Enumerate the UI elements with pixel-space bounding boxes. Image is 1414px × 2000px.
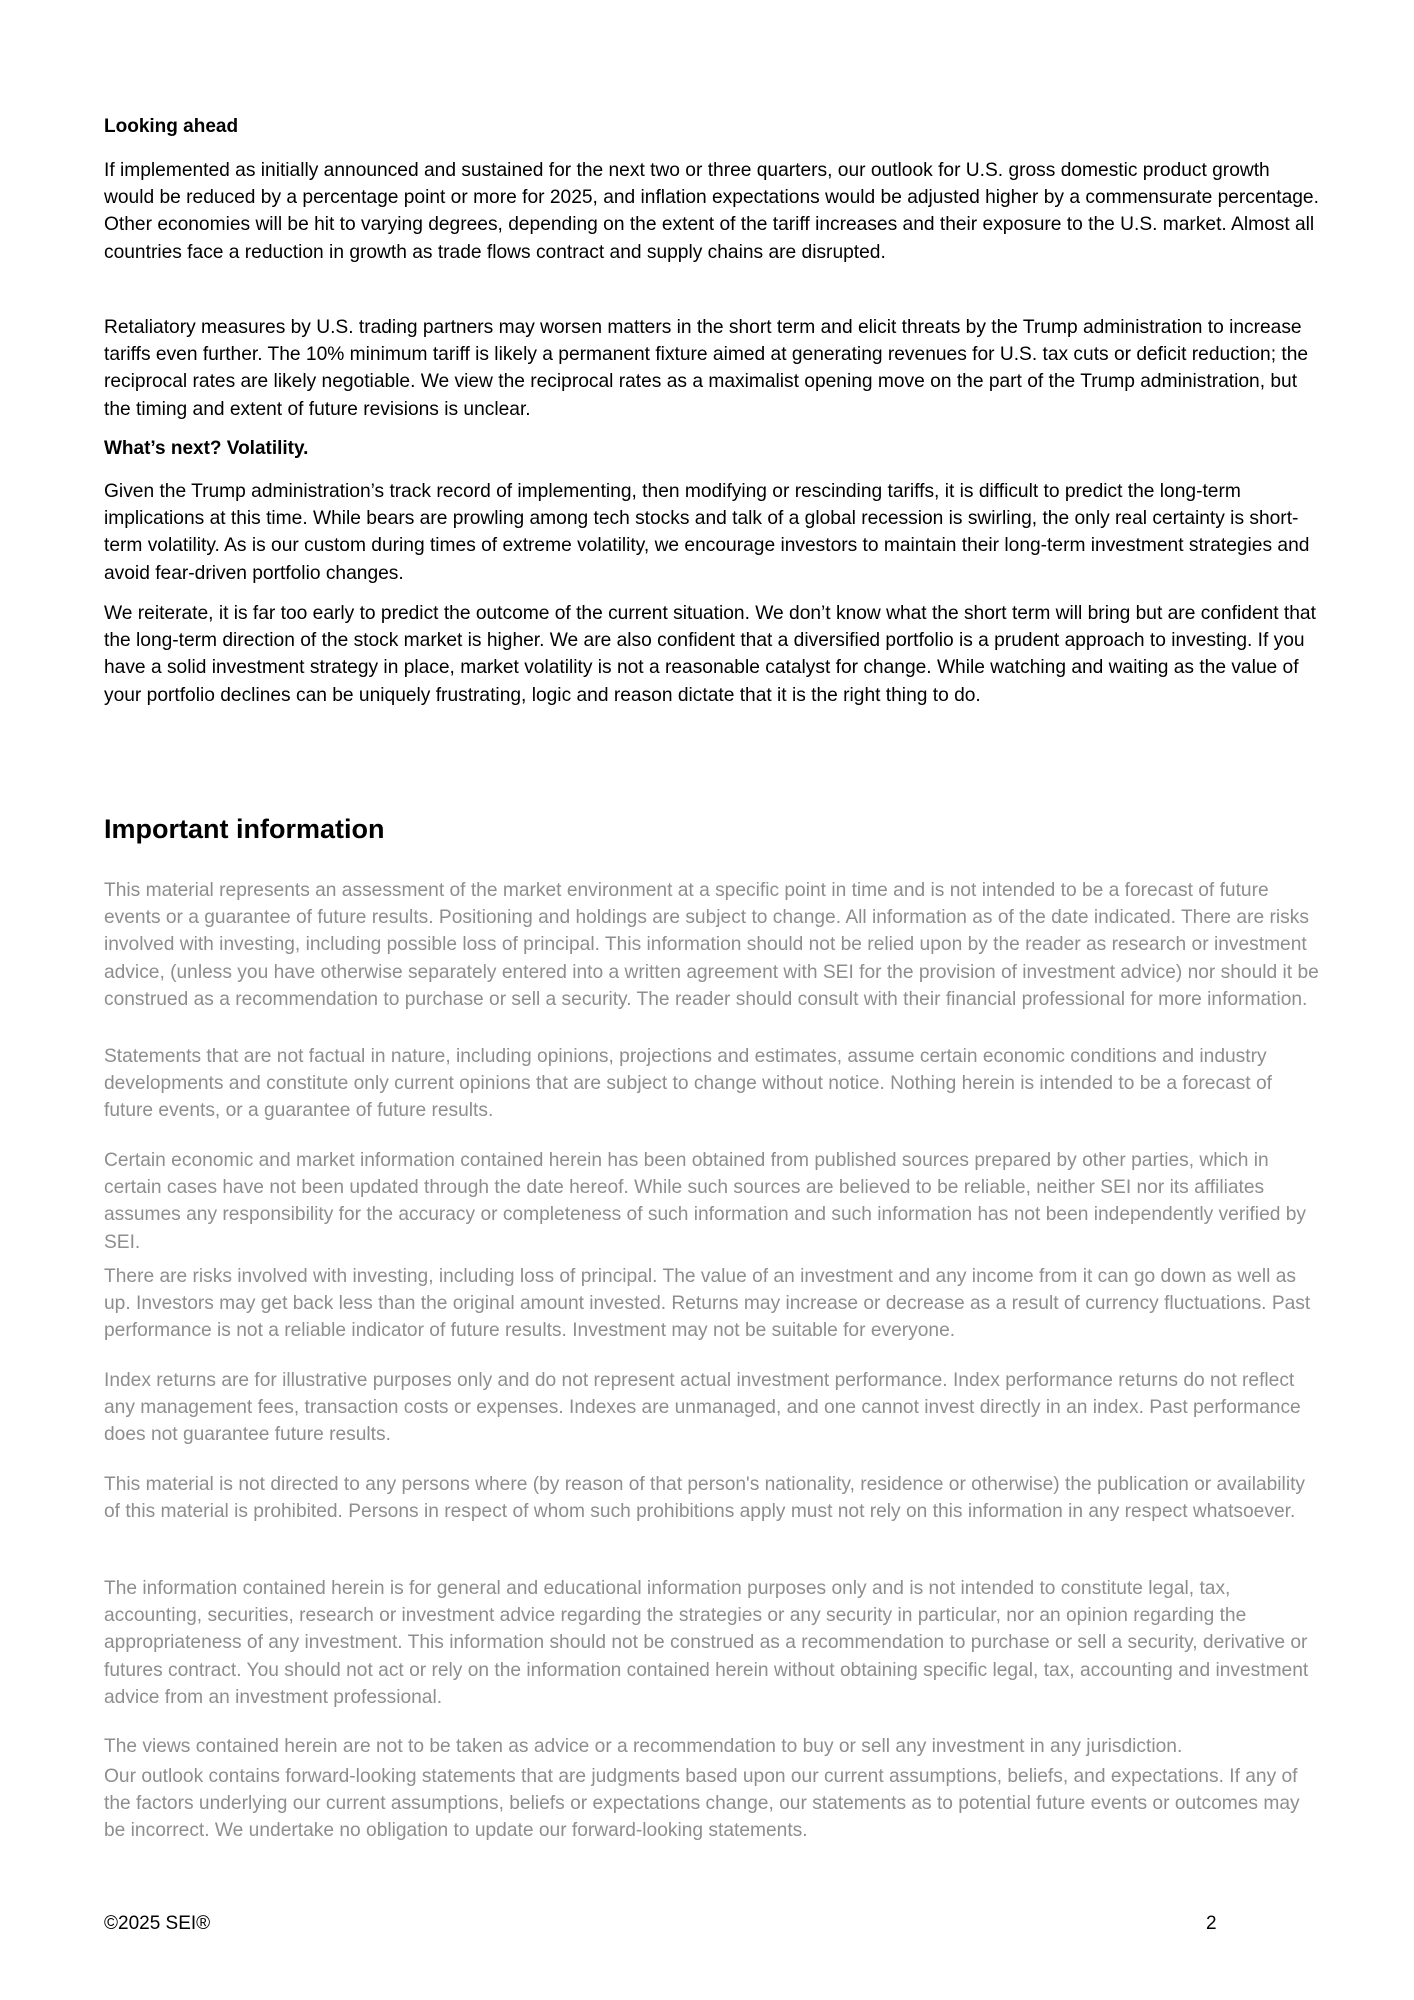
paragraph-outlook: If implemented as initially announced and sustained for the next two or three quarters, our outlook for U.S. gross domestic product growth would be reduced by a percentage point or more for 2025, and inflation expectations would be adjusted higher by a commensurate percentage. Other economies will be hit to varying degrees, depending on the extent of the tariff increases and their exposure to the U.S. market. Almost all countries face a reduction in growth as trade flows contract and supply chains are disrupted. — [104, 160, 1319, 263]
heading-important-information: Important information — [104, 814, 385, 844]
disclaimer-paragraph: There are risks involved with investing, including loss of principal. The value of an investment and any income from it can go down as well as up. Investors may get back less than the original amount invested. Returns may increase or decrease as a result of currency fluctuations. Past performance is not a reliable indicator of future results. Investment may not be suitable for everyone. — [104, 1266, 1311, 1342]
disclaimer-paragraph: Statements that are not factual in nature, including opinions, projections and estimates, assume certain economic conditions and industry developments and constitute only current opinions that are subject to change without notice. Nothing herein is intended to be a forecast of future events, or a guarantee of future results. — [104, 1046, 1272, 1122]
disclaimer-paragraph: This material is not directed to any persons where (by reason of that person's nationality, residence or otherwise) the publication or availability of this material is prohibited. Persons in respect of whom such prohibitions apply must not rely on this information in any respect whatsoever. — [104, 1474, 1306, 1523]
disclaimer-paragraph: This material represents an assessment of the market environment at a specific point in time and is not intended to be a forecast of future events or a guarantee of future results. Positioning and holdings are subject to change. All information as of the date indicated. There are risks involved with investing, including possible loss of principal. This information should not be relied upon by the reader as research or investment advice, (unless you have otherwise separately entered into a written agreement with SEI for the provision of investment advice) nor should it be construed as a recommendation to purchase or sell a security. The reader should consult with their financial professional for more information. — [104, 880, 1319, 1010]
heading-whats-next: What’s next? Volatility. — [104, 438, 309, 459]
footer-page-number: 2 — [1206, 1913, 1217, 1934]
disclaimer-paragraph: Our outlook contains forward-looking statements that are judgments based upon our current assumptions, beliefs, and expectations. If any of the factors underlying our current assumptions, beliefs or expectations change, our statements as to potential future events or outcomes may be incorrect. We undertake no obligation to update our forward-looking statements. — [104, 1766, 1300, 1842]
disclaimer-paragraph: Certain economic and market information contained herein has been obtained from published sources prepared by other parties, which in certain cases have not been updated through the date hereof. While such sources are believed to be reliable, neither SEI nor its affiliates assumes any responsibility for the accuracy or completeness of such information and such information has not been independently verified by SEI. — [104, 1150, 1307, 1253]
footer-copyright: ©2025 SEI® — [104, 1913, 211, 1934]
disclaimer-paragraph: Index returns are for illustrative purposes only and do not represent actual investment performance. Index performance returns do not reflect any management fees, transaction costs or expenses. Indexes are unmanaged, and one cannot invest directly in an index. Past performance does not guarantee future results. — [104, 1370, 1301, 1446]
paragraph-retaliatory: Retaliatory measures by U.S. trading partners may worsen matters in the short term and elicit threats by the Trump administration to increase tariffs even further. The 10% minimum tariff is likely a permanent fixture aimed at generating revenues for U.S. tax cuts or deficit reduction; the reciprocal rates are likely negotiable. We view the reciprocal rates as a maximalist opening move on the part of the Trump administration, but the timing and extent of future revisions is unclear. — [104, 317, 1309, 420]
disclaimer-paragraph: The views contained herein are not to be taken as advice or a recommendation to buy or sell any investment in any jurisdiction. — [104, 1736, 1183, 1757]
paragraph-track-record: Given the Trump administration’s track record of implementing, then modifying or rescinding tariffs, it is difficult to predict the long-term implications at this time. While bears are prowling among tech stocks and talk of a global recession is swirling, the only real certainty is short-term volatility. As is our custom during times of extreme volatility, we encourage investors to maintain their long-term investment strategies and avoid fear-driven portfolio changes. — [104, 481, 1310, 584]
heading-looking-ahead: Looking ahead — [104, 116, 239, 137]
disclaimer-paragraph: The information contained herein is for general and educational information purposes only and is not intended to constitute legal, tax, accounting, securities, research or investment advice regarding the strategies or any security in particular, nor an opinion regarding the appropriateness of any investment. This information should not be construed as a recommendation to purchase or sell a security, derivative or futures contract. You should not act or rely on the information contained herein without obtaining specific legal, tax, accounting and investment advice from an investment professional. — [104, 1578, 1309, 1708]
paragraph-reiterate: We reiterate, it is far too early to predict the outcome of the current situation. We don’t know what the short term will bring but are confident that the long-term direction of the stock market is higher. We are also confident that a diversified portfolio is a prudent approach to investing. If you have a solid investment strategy in place, market volatility is not a reasonable catalyst for change. While watching and waiting as the value of your portfolio declines can be uniquely frustrating, logic and reason dictate that it is the right thing to do. — [104, 603, 1316, 706]
